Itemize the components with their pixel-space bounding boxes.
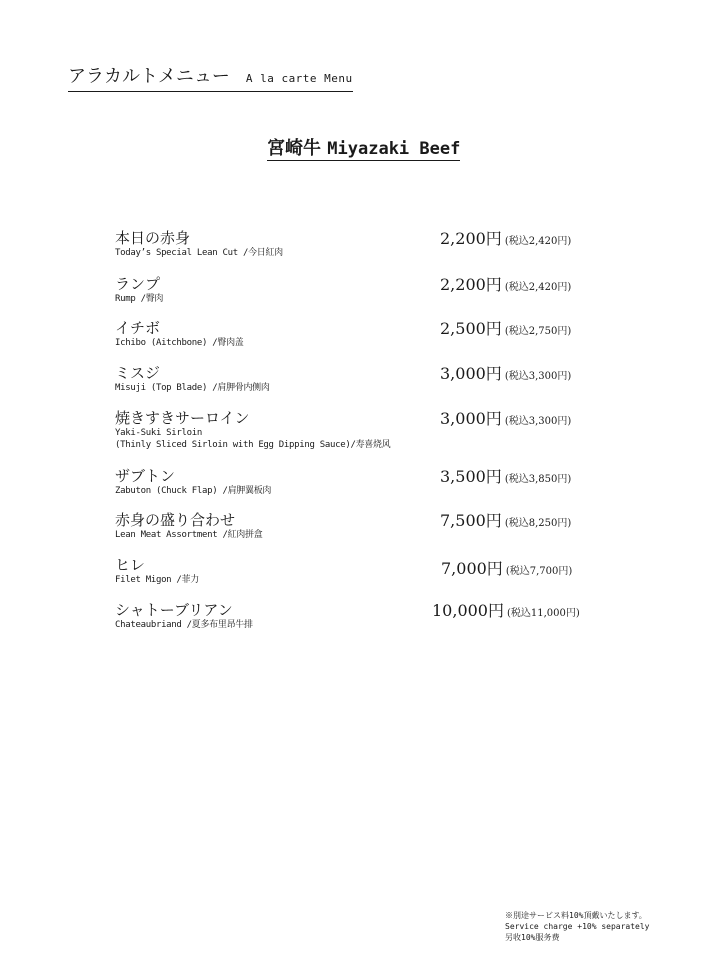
- menu-header-jp: アラカルトメニュー: [68, 66, 230, 87]
- item-price-group: [432, 602, 580, 622]
- item-price-tax: (税込3,300円): [504, 371, 572, 382]
- item-description: Rump /臀肉: [115, 294, 164, 304]
- item-name: イチボ: [115, 319, 161, 337]
- item-price: 2,500円: [440, 319, 502, 338]
- menu-item: [115, 230, 595, 259]
- service-charge-cn: 另收10%服务费: [505, 933, 560, 942]
- menu-item: [115, 410, 595, 451]
- item-price-group: [440, 320, 571, 340]
- item-description: Misuji (Top Blade) /肩胛骨内侧肉: [115, 383, 270, 393]
- item-price-tax: (税込2,750円): [504, 326, 572, 337]
- item-description: Zabuton (Chuck Flap) /肩胛翼板肉: [115, 486, 272, 496]
- item-name: 焼きすきサーロイン: [115, 409, 250, 427]
- item-name: ヒレ: [115, 556, 146, 574]
- item-name: 赤身の盛り合わせ: [115, 511, 236, 529]
- menu-item: [115, 468, 595, 497]
- item-price-tax: (税込3,850円): [504, 474, 572, 485]
- item-price: 10,000円: [432, 601, 504, 620]
- item-price-group: [440, 365, 571, 385]
- section-title-en: Miyazaki Beef: [327, 139, 461, 159]
- item-description: Lean Meat Assortment /紅肉拼盒: [115, 530, 263, 540]
- section-title: [267, 138, 460, 161]
- menu-header-en: A la carte Menu: [245, 72, 353, 85]
- menu-header: [68, 66, 353, 92]
- section-title-jp: 宮崎牛: [267, 138, 321, 159]
- item-price-tax: (税込11,000円): [507, 608, 580, 619]
- menu-item: [115, 602, 595, 631]
- item-price-group: [441, 560, 572, 580]
- menu-item: [115, 512, 595, 541]
- item-price-group: [440, 276, 571, 296]
- menu-item: [115, 365, 595, 394]
- item-price-group: [440, 230, 571, 250]
- service-charge-en: Service charge +10% separately: [505, 922, 650, 931]
- item-description: Yaki-Suki Sirloin: [115, 428, 203, 438]
- item-price-group: [440, 512, 571, 532]
- service-charge-note: [505, 910, 650, 943]
- item-name: シャトーブリアン: [115, 601, 233, 619]
- item-price-tax: (税込8,250円): [504, 518, 572, 529]
- item-name: ミスジ: [115, 364, 161, 382]
- item-price: 2,200円: [440, 275, 502, 294]
- item-description: Filet Migon /菲力: [115, 575, 199, 585]
- item-price: 7,000円: [441, 559, 503, 578]
- menu-item: [115, 320, 595, 349]
- item-description: Ichibo (Aitchbone) /臀肉盖: [115, 338, 244, 348]
- menu-item: [115, 557, 595, 586]
- item-price-tax: (税込3,300円): [504, 416, 572, 427]
- item-price: 7,500円: [440, 511, 502, 530]
- item-price-group: [440, 468, 571, 488]
- item-name: ランプ: [115, 275, 161, 293]
- item-price-group: [440, 410, 571, 430]
- item-name: 本日の赤身: [115, 229, 191, 247]
- item-price: 3,000円: [440, 409, 502, 428]
- item-price: 3,000円: [440, 364, 502, 383]
- item-price-tax: (税込2,420円): [504, 282, 572, 293]
- item-price-tax: (税込7,700円): [505, 566, 573, 577]
- item-name: ザブトン: [115, 467, 176, 485]
- item-price: 2,200円: [440, 229, 502, 248]
- item-description: Chateaubriand /夏多布里昂牛排: [115, 620, 253, 630]
- menu-item: [115, 276, 595, 305]
- item-price: 3,500円: [440, 467, 502, 486]
- item-price-tax: (税込2,420円): [504, 236, 572, 247]
- service-charge-jp: ※別途サービス料10%頂戴いたします。: [505, 911, 647, 920]
- item-description: Today’s Special Lean Cut /今日紅肉: [115, 248, 283, 258]
- item-description-detail: (Thinly Sliced Sirloin with Egg Dipping Sauce)/寿喜烧风: [115, 440, 391, 450]
